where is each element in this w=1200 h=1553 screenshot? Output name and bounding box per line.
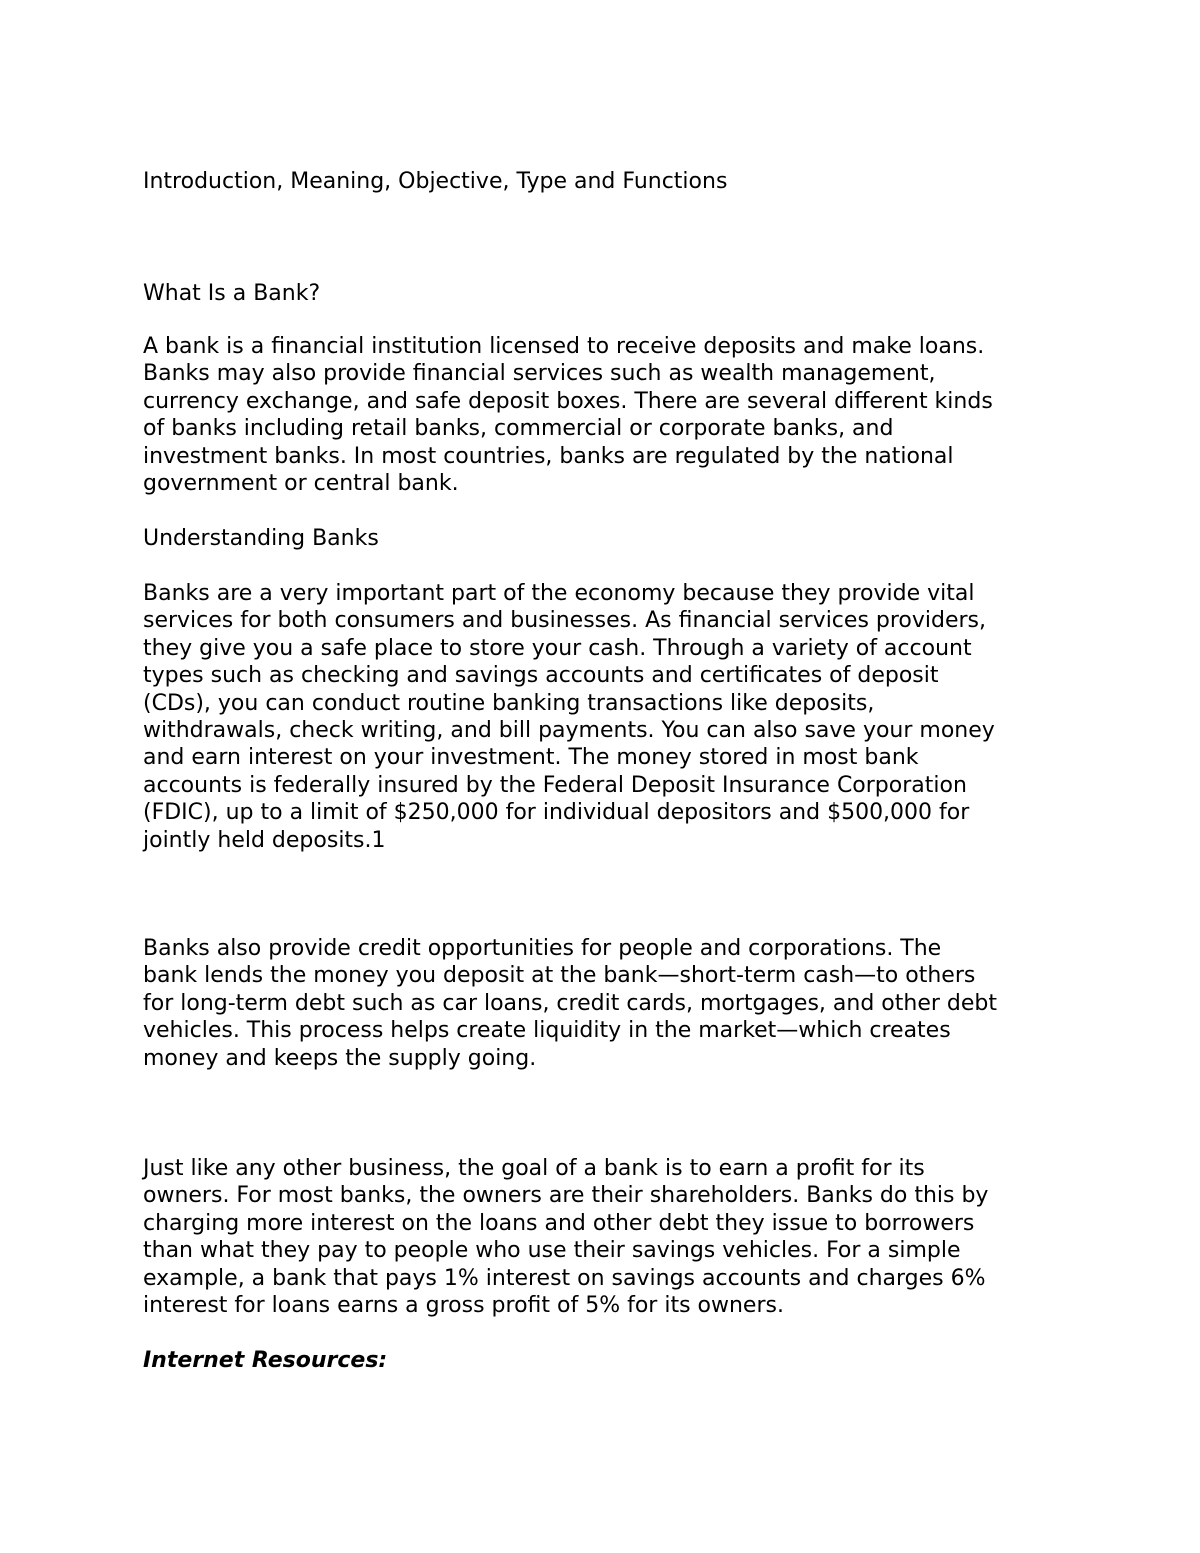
heading-internet-resources: Internet Resources:: [143, 1348, 388, 1373]
paragraph-bank-definition: A bank is a financial institution licensed to receive deposits and make loans. Banks may also provide financial services such as wealth management, currency exchange, and safe deposit boxes. There are several different kinds of banks including retail banks, commercial or corporate banks, and investment banks. In most countries, banks are regulated by the national government or central bank.: [143, 334, 993, 497]
heading-what-is-a-bank: What Is a Bank?: [143, 281, 321, 306]
paragraph-bank-profit: Just like any other business, the goal of a bank is to earn a profit for its owners. For most banks, the owners are their shareholders. Banks do this by charging more interest on the loans and other debt they issue to borrowers than what they pay to people who use their savings vehicles. For a simple example, a bank that pays 1% interest on savings accounts and charges 6% interest for loans earns a gross profit of 5% for its owners.: [143, 1156, 989, 1319]
paragraph-credit-opportunities: Banks also provide credit opportunities for people and corporations. The bank lends the money you deposit at the bank—short-term cash—to others for long-term debt such as car loans, credit cards, mortgages, and other debt vehicles. This process helps create liquidity in the market—which creates money and keeps the supply going.: [143, 936, 997, 1071]
document-title: Introduction, Meaning, Objective, Type and Functions: [143, 169, 728, 194]
heading-understanding-banks: Understanding Banks: [143, 526, 379, 551]
paragraph-understanding-banks: Banks are a very important part of the economy because they provide vital services for both consumers and businesses. As financial services providers, they give you a safe place to store your cash. Through a variety of account types such as checking and savings accounts and certificates of deposit (CDs), you can conduct routine banking transactions like deposits, withdrawals, check writing, and bill payments. You can also save your money and earn interest on your investment. The money stored in most bank accounts is federally insured by the Federal Deposit Insurance Corporation (FDIC), up to a limit of $250,000 for individual depositors and $500,000 for jointly held deposits.1: [143, 581, 995, 853]
